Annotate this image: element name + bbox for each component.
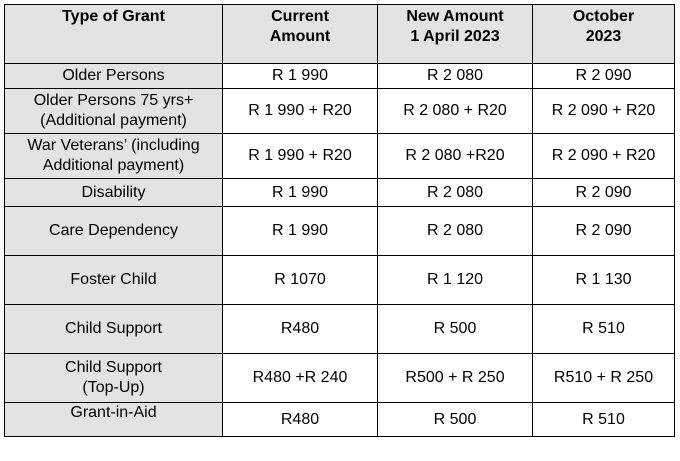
- new-amount: R 2 080: [378, 64, 533, 89]
- grant-name: Disability: [5, 179, 223, 207]
- new-amount: R 2 080 + R20: [378, 89, 533, 134]
- table-row: [5, 256, 675, 305]
- current-amount: R 1 990: [223, 64, 378, 89]
- table-row: [5, 403, 675, 437]
- header-type-of-grant: Type of Grant: [5, 5, 223, 64]
- current-amount: R 1 990: [223, 179, 378, 207]
- table-row: [5, 305, 675, 354]
- table-row: [5, 64, 675, 89]
- table-row: [5, 134, 675, 179]
- october-amount: R510 + R 250: [533, 354, 675, 403]
- grant-name: War Veterans’ (including Additional payment): [5, 134, 223, 179]
- table-row: [5, 179, 675, 207]
- october-amount: R 2 090: [533, 179, 675, 207]
- grant-amounts-table: [4, 4, 675, 437]
- current-amount: R 1 990: [223, 207, 378, 256]
- table-row: [5, 89, 675, 134]
- grant-name: Child Support: [5, 305, 223, 354]
- grant-name: Child Support (Top-Up): [5, 354, 223, 403]
- new-amount: R 2 080: [378, 207, 533, 256]
- grant-name: Care Dependency: [5, 207, 223, 256]
- new-amount: R 1 120: [378, 256, 533, 305]
- grant-name: Grant-in-Aid: [5, 403, 223, 437]
- october-amount: R 1 130: [533, 256, 675, 305]
- grant-name: Older Persons 75 yrs+ (Additional payment): [5, 89, 223, 134]
- current-amount: R480 +R 240: [223, 354, 378, 403]
- header-new-amount: New Amount 1 April 2023: [378, 5, 533, 64]
- october-amount: R 2 090 + R20: [533, 89, 675, 134]
- new-amount: R500 + R 250: [378, 354, 533, 403]
- current-amount: R 1 990 + R20: [223, 89, 378, 134]
- october-amount: R 2 090 + R20: [533, 134, 675, 179]
- current-amount: R480: [223, 403, 378, 437]
- current-amount: R480: [223, 305, 378, 354]
- header-october-2023: October 2023: [533, 5, 675, 64]
- table-row: [5, 354, 675, 403]
- table-row: [5, 207, 675, 256]
- new-amount: R 2 080 +R20: [378, 134, 533, 179]
- current-amount: R 1 990 + R20: [223, 134, 378, 179]
- grant-name: Foster Child: [5, 256, 223, 305]
- current-amount: R 1070: [223, 256, 378, 305]
- table-header-row: [5, 5, 675, 64]
- october-amount: R 510: [533, 305, 675, 354]
- new-amount: R 500: [378, 403, 533, 437]
- new-amount: R 2 080: [378, 179, 533, 207]
- october-amount: R 2 090: [533, 64, 675, 89]
- new-amount: R 500: [378, 305, 533, 354]
- header-current-amount: Current Amount: [223, 5, 378, 64]
- grant-name: Older Persons: [5, 64, 223, 89]
- october-amount: R 510: [533, 403, 675, 437]
- october-amount: R 2 090: [533, 207, 675, 256]
